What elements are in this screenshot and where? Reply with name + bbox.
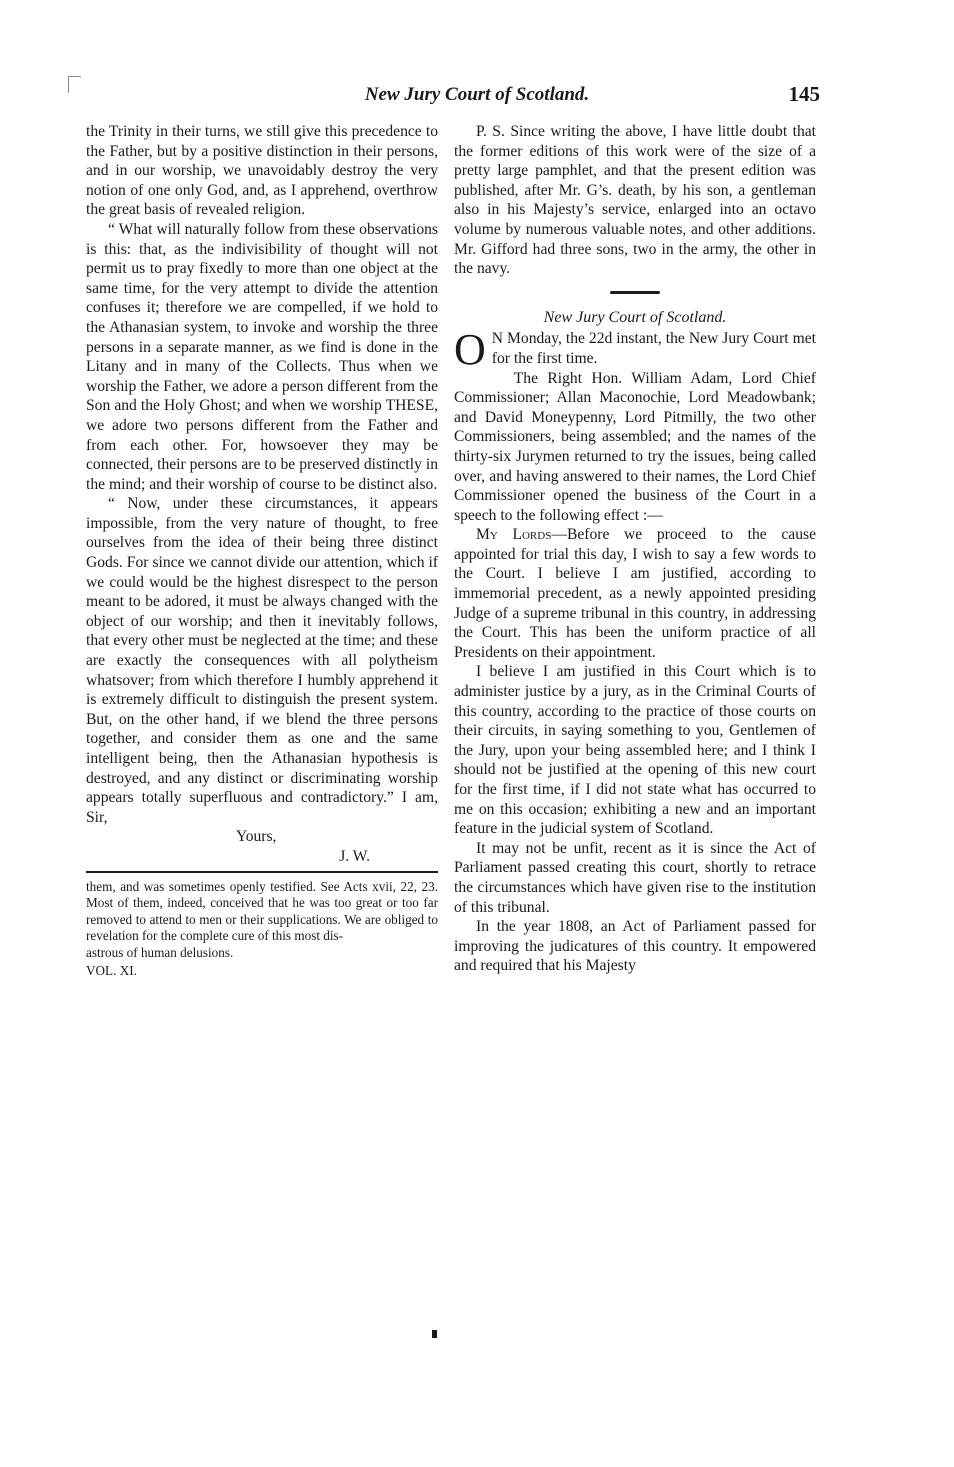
- running-title: New Jury Court of Scotland.: [364, 84, 590, 105]
- quoted-paragraph: “ What will naturally follow from these observations is this: that, as the indivisibility of thought will not permit us to pray fixedly to more than one object at the same time, for the very attempt to divide the attention confuses it; therefore we are compelled, if we hold to the Athanasian system, to invoke and worship the three persons in a separate manner, as we find is done in the Litany and in many of the Collects. Thus when we worship the Father, we adore a person different from the Son and the Holy Ghost; and when we worship THESE, we adore two persons different from the Father and from each other. For, howsoever they may be connected, their persons are to be preserved distinctly in the mind; and their worship of course to be distinct also.: [86, 220, 438, 493]
- footnote-rule: [86, 871, 438, 873]
- letter-signature: J. W.: [339, 847, 370, 865]
- speech-paragraph: In the year 1808, an Act of Parliament passed for improving the judicatures of this country. It empowered and required that his Majesty: [454, 918, 816, 975]
- article-title: New Jury Court of Scotland.: [543, 308, 727, 326]
- article-opening: [454, 325, 816, 375]
- speech-paragraph: [454, 525, 816, 662]
- article-paragraph: The Right Hon. William Adam, Lord Chief Commissioner; Allan Maconochie, Lord Meadowbank; and David Moneypenny, Lord Pitmilly, the two other Commissioners, being assembled; and the names of the thirty-six Jurymen returned to try the issues, being called over, and having answered to their names, the Lord Chief Commissioner opened the business of the Court in a speech to the following effect :—: [454, 369, 816, 524]
- footnote-text: them, and was sometimes openly testified. See Acts xvii, 22, 23. Most of them, indeed, conceived that he was too great or too far removed to attend to men or their supplications. We are obliged to revelation for the complete cure of this most dis-: [86, 878, 438, 944]
- quoted-paragraph-closing: “ Now, under these circumstances, it appears impossible, from the very nature of thought, to free ourselves from the idea of their being three distinct Gods. For since we cannot divide our attention, which if we could would be the highest disrespect to the person meant to be adored, it must be always changed with the object of our worship; and then it inevitably follows, that every other must be neglected at the time; and these are exactly the consequences with all polytheism whatsover; from which therefore I humbly apprehend it is extremely difficult to distinguish the present system. But, on the other hand, if we blend the three persons together, and consider them as one and the same intelligent being, then the Athanasian hypothesis is destroyed, and any distinct or discriminating worship appears totally superfluous and contradictory.” I am, Sir,: [86, 495, 438, 826]
- speech-paragraph: I believe I am justified in this Court which is to administer justice by a jury, as in the Criminal Courts of this country, according to the practice of those courts on their circuits, in saying something to you, Gentlemen of the Jury, upon your being assembled here; and I think I should not be justified at the opening of this new court for the first time, if I did not state what has occurred to me on this occasion; exhibiting a new and an important feature in the judicial system of Scotland.: [454, 663, 816, 838]
- article-paragraph: N Monday, the 22d instant, the New Jury Court met for the first time.: [491, 330, 816, 367]
- speech-text: —Before we proceed to the cause appointed for trial this day, I wish to say a few words to the Court. I believe I am justified, according to immemorial precedent, as a newly appointed presiding Judge of a supreme tribunal in this country, in addressing the Court. This has been the uniform practice of all Presidents on their appointment.: [454, 526, 816, 661]
- speech-paragraph: It may not be unfit, recent as it is since the Act of Parliament passed creating this court, shortly to retrace the circumstances which have given rise to the institution of this tribunal.: [454, 839, 816, 916]
- speech-salutation: My Lords: [476, 526, 552, 544]
- section-divider-ornament: [610, 291, 660, 294]
- signature-mark: VOL. XI.: [86, 963, 137, 979]
- continued-paragraph: the Trinity in their turns, we still give this precedence to the Father, but by a positive distinction in their persons, and in our worship, we unavoidably destroy the very notion of one only God, and, as I apprehend, overthrow the great basis of revealed religion.: [86, 123, 438, 219]
- right-column: [454, 122, 816, 976]
- left-column: [86, 122, 438, 980]
- letter-closing: Yours,: [236, 828, 277, 846]
- page-number: 145: [788, 82, 820, 106]
- running-head: [0, 82, 954, 112]
- postscript-paragraph: P. S. Since writing the above, I have little doubt that the former editions of this work were of the size of a pretty large pamphlet, and that the present edition was published, after Mr. G’s. death, by his son, a gentleman also in his Majesty’s service, enlarged into an octavo volume by numerous valuable notes, and other additions. Mr. Gifford had three sons, two in the army, the other in the navy.: [454, 123, 816, 278]
- footnote-text-continued: astrous of human delusions.: [86, 944, 234, 960]
- bottom-printer-mark: [432, 1330, 437, 1338]
- drop-cap-letter: O: [454, 325, 486, 375]
